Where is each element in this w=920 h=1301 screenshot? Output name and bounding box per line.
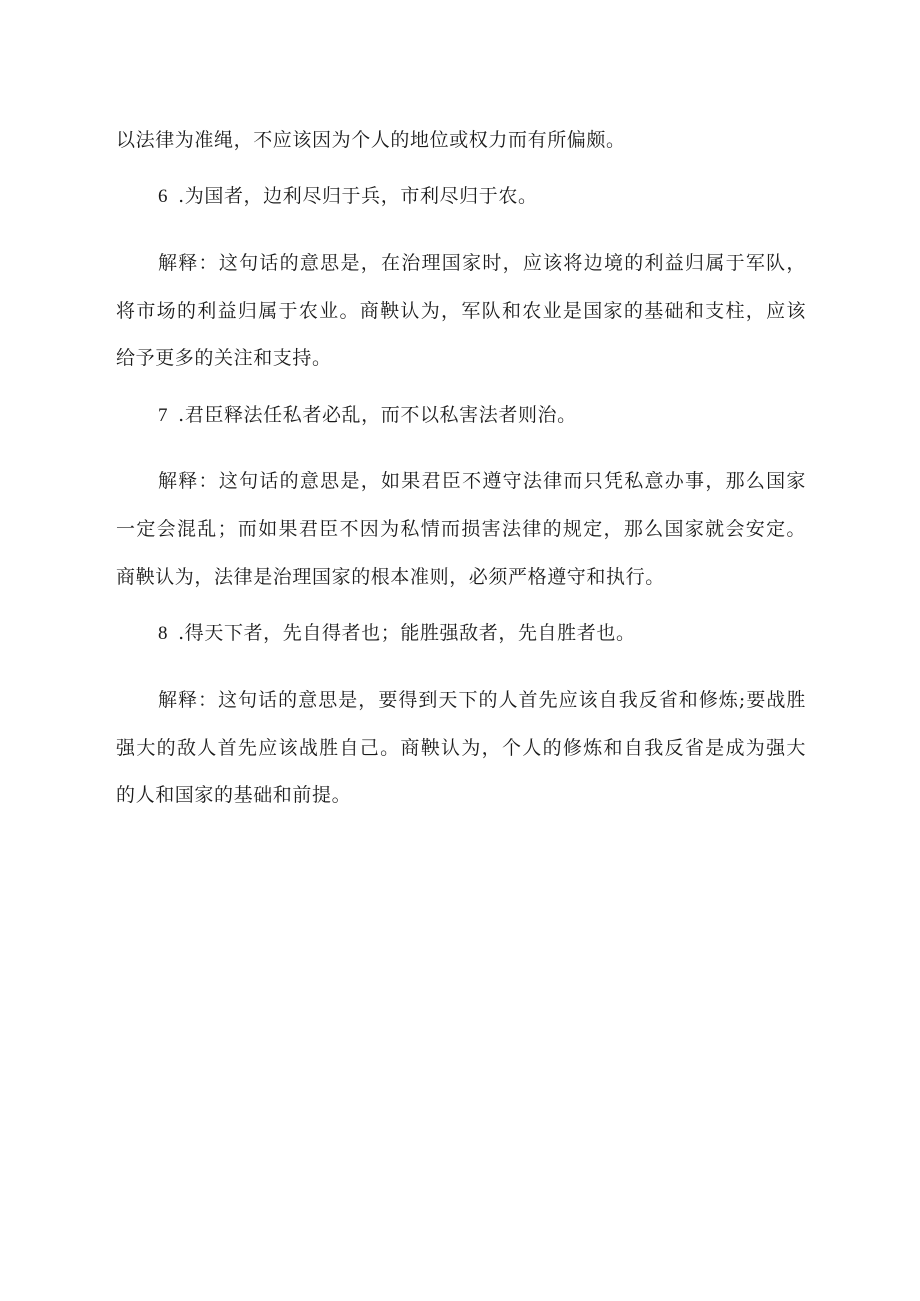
- explanation-7-line-1: [158, 467, 806, 495]
- explanation-text: 解释：这句话的意思是，如果君臣不遵守法律而只凭私意办事，那么国家: [158, 470, 806, 492]
- body-text: 以法律为准绳，不应该因为个人的地位或权力而有所偏颇。: [116, 129, 626, 151]
- paragraph-continuation: [116, 126, 806, 154]
- item-number: 6: [158, 186, 169, 207]
- explanation-text: 解释：这句话的意思是，在治理国家时，应该将边境的利益归属于军队，: [158, 252, 806, 274]
- item-number: 8: [158, 623, 169, 644]
- explanation-text: 将市场的利益归属于农业。商鞅认为，军队和农业是国家的基础和支柱，应该: [116, 300, 806, 322]
- explanation-8-line-1: [158, 686, 806, 714]
- explanation-8-line-2: [116, 734, 806, 762]
- explanation-6-line-1: [158, 249, 806, 277]
- explanation-7-line-3: [116, 563, 806, 591]
- explanation-text: 给予更多的关注和支持。: [116, 347, 332, 369]
- item-number: 7: [158, 405, 169, 426]
- explanation-6-line-3: [116, 344, 806, 372]
- explanation-text: 一定会混乱；而如果君臣不因为私情而损害法律的规定，那么国家就会安定。: [116, 518, 806, 540]
- quote-item-6: [158, 182, 806, 211]
- quote-text: .为国者，边利尽归于兵，市利尽归于农。: [178, 185, 538, 207]
- quote-text: .君臣释法任私者必乱，而不以私害法者则治。: [178, 404, 577, 426]
- explanation-text: 的人和国家的基础和前提。: [116, 784, 352, 806]
- explanation-text: 商鞅认为，法律是治理国家的根本准则，必须严格遵守和执行。: [116, 566, 665, 588]
- explanation-text: 解释：这句话的意思是，要得到天下的人首先应该自我反省和修炼;要战胜: [158, 689, 806, 711]
- quote-item-8: [158, 619, 806, 648]
- explanation-8-line-3: [116, 781, 806, 809]
- quote-text: .得天下者，先自得者也；能胜强敌者，先自胜者也。: [178, 622, 636, 644]
- explanation-text: 强大的敌人首先应该战胜自己。商鞅认为，个人的修炼和自我反省是成为强大: [116, 737, 806, 759]
- explanation-6-line-2: [116, 297, 806, 325]
- explanation-7-line-2: [116, 515, 806, 543]
- quote-item-7: [158, 401, 806, 430]
